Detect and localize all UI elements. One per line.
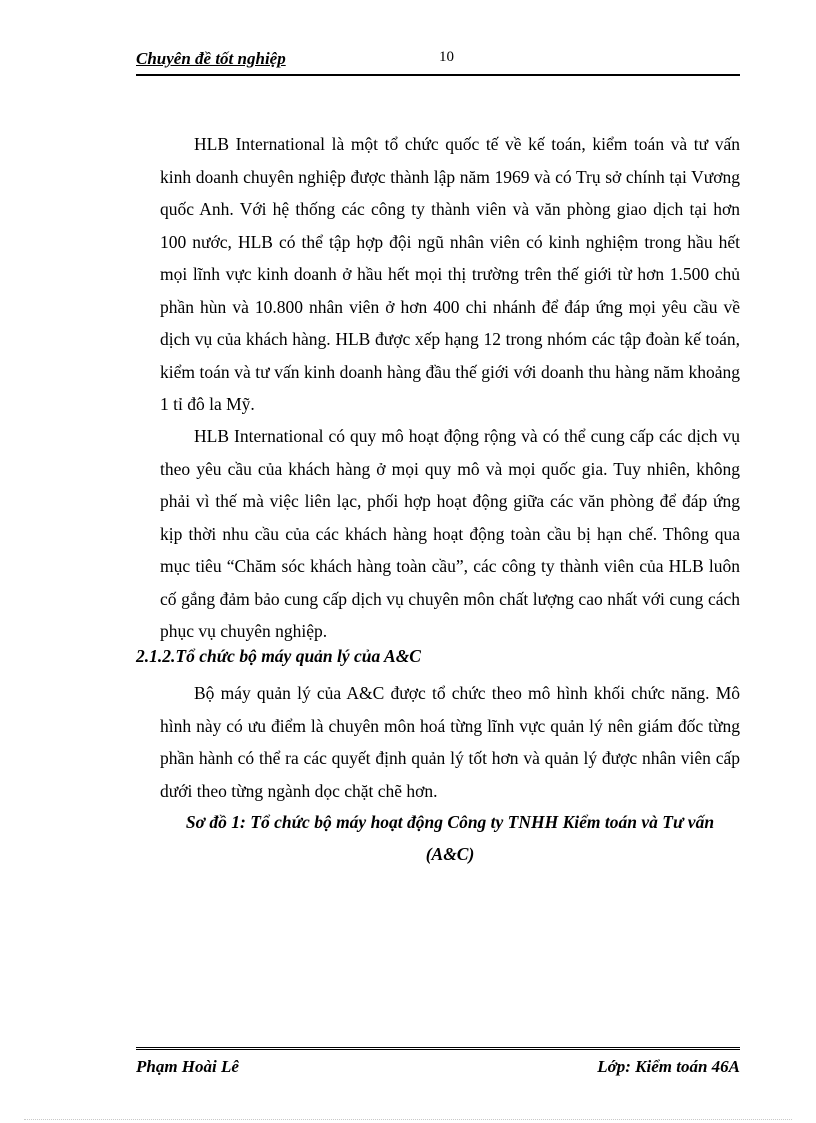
document-title: Chuyên đề tốt nghiệp: [136, 49, 286, 68]
footer-author: Phạm Hoài Lê: [136, 1057, 239, 1076]
body-paragraph-hlb-overview: HLB International là một tổ chức quốc tế về kế toán, kiểm toán và tư vấn kinh doanh chuyên nghiệp được thành lập năm 1969 và có Trụ sở chính tại Vương quốc Anh. Với hệ thống các công ty thành viên và văn phòng giao dịch tại hơn 100 nước, HLB có thể tập hợp đội ngũ nhân viên có kinh nghiệm trong hầu hết mọi lĩnh vực kinh doanh ở hầu hết mọi thị trường trên thế giới từ hơn 1.500 chủ phần hùn và 10.800 nhân viên ở hơn 400 chi nhánh để đáp ứng mọi yêu cầu về dịch vụ của khách hàng. HLB được xếp hạng 12 trong nhóm các tập đoàn kế toán, kiểm toán và tư vấn kinh doanh hàng đầu thế giới với doanh thu hàng năm khoảng 1 tỉ đô la Mỹ.: [160, 134, 740, 414]
figure-caption: Sơ đồ 1: Tổ chức bộ máy hoạt động Công ty TNHH Kiểm toán và Tư vấn (A&C): [185, 812, 715, 864]
section-heading: 2.1.2.Tổ chức bộ máy quản lý của A&C: [136, 646, 421, 666]
body-paragraph-management-structure: Bộ máy quản lý của A&C được tổ chức theo mô hình khối chức năng. Mô hình này có ưu điểm là chuyên môn hoá từng lĩnh vực quản lý nên giám đốc từng phần hành có thể ra các quyết định quản lý tốt hơn và quản lý được nhân viên cấp dưới theo từng ngành dọc chặt chẽ hơn.: [160, 683, 740, 801]
page-footer: [136, 1047, 740, 1080]
body-paragraph-hlb-scope: HLB International có quy mô hoạt động rộng và có thể cung cấp các dịch vụ theo yêu cầu của khách hàng ở mọi quy mô và mọi quốc gia. Tuy nhiên, không phải vì thế mà việc liên lạc, phối hợp hoạt động giữa các văn phòng để đáp ứng kịp thời nhu cầu của các khách hàng hoạt động toàn cầu bị hạn chế. Thông qua mục tiêu “Chăm sóc khách hàng toàn cầu”, các công ty thành viên của HLB luôn cố gắng đảm bảo cung cấp dịch vụ chuyên môn chất lượng cao nhất với cung cách phục vụ chuyên nghiệp.: [160, 426, 740, 641]
page-number: 10: [439, 49, 454, 65]
page-edge-divider: [24, 1119, 792, 1120]
footer-class: Lớp: Kiểm toán 46A: [597, 1057, 740, 1076]
page-header: [136, 48, 740, 76]
